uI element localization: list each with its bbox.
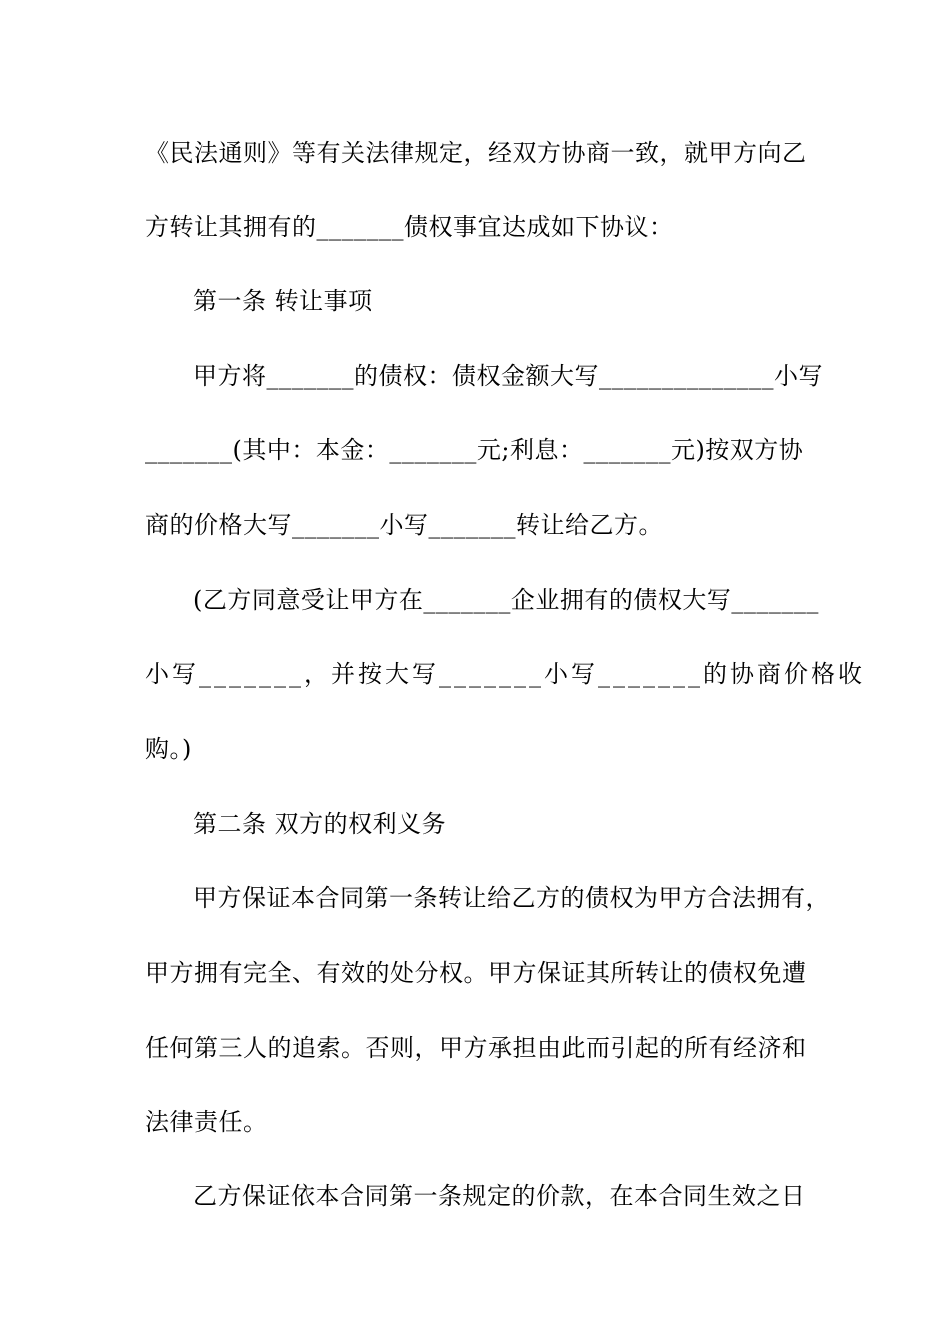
paragraph-line: 甲方拥有完全、有效的处分权。甲方保证其所转让的债权免遭 (145, 959, 807, 987)
section-heading: 第二条 双方的权利义务 (193, 810, 447, 838)
section-heading: 第一条 转让事项 (193, 287, 373, 315)
paragraph-line: 任何第三人的追索。否则，甲方承担由此而引起的所有经济和 (145, 1034, 807, 1062)
paragraph-line: 方转让其拥有的_______债权事宜达成如下协议： (145, 213, 674, 241)
paragraph-line: 商的价格大写_______小写_______转让给乙方。 (145, 511, 663, 539)
paragraph-line: 小写_______，并按大写_______小写_______的协商价格收 (145, 660, 865, 688)
paragraph-line: 法律责任。 (145, 1108, 268, 1136)
paragraph-line: 甲方保证本合同第一条转让给乙方的债权为甲方合法拥有， (193, 884, 830, 912)
paragraph-line: _______(其中：本金：_______元;利息：_______元)按双方协 (145, 436, 804, 464)
paragraph-line: 乙方保证依本合同第一条规定的价款，在本合同生效之日 (193, 1182, 806, 1210)
paragraph-line: (乙方同意受让甲方在_______企业拥有的债权大写_______ (193, 586, 819, 614)
paragraph-line: 甲方将_______的债权：债权金额大写______________小写 (193, 362, 823, 390)
paragraph-line: 购。) (145, 735, 192, 763)
paragraph-line: 《民法通则》等有关法律规定，经双方协商一致，就甲方向乙 (145, 139, 807, 167)
